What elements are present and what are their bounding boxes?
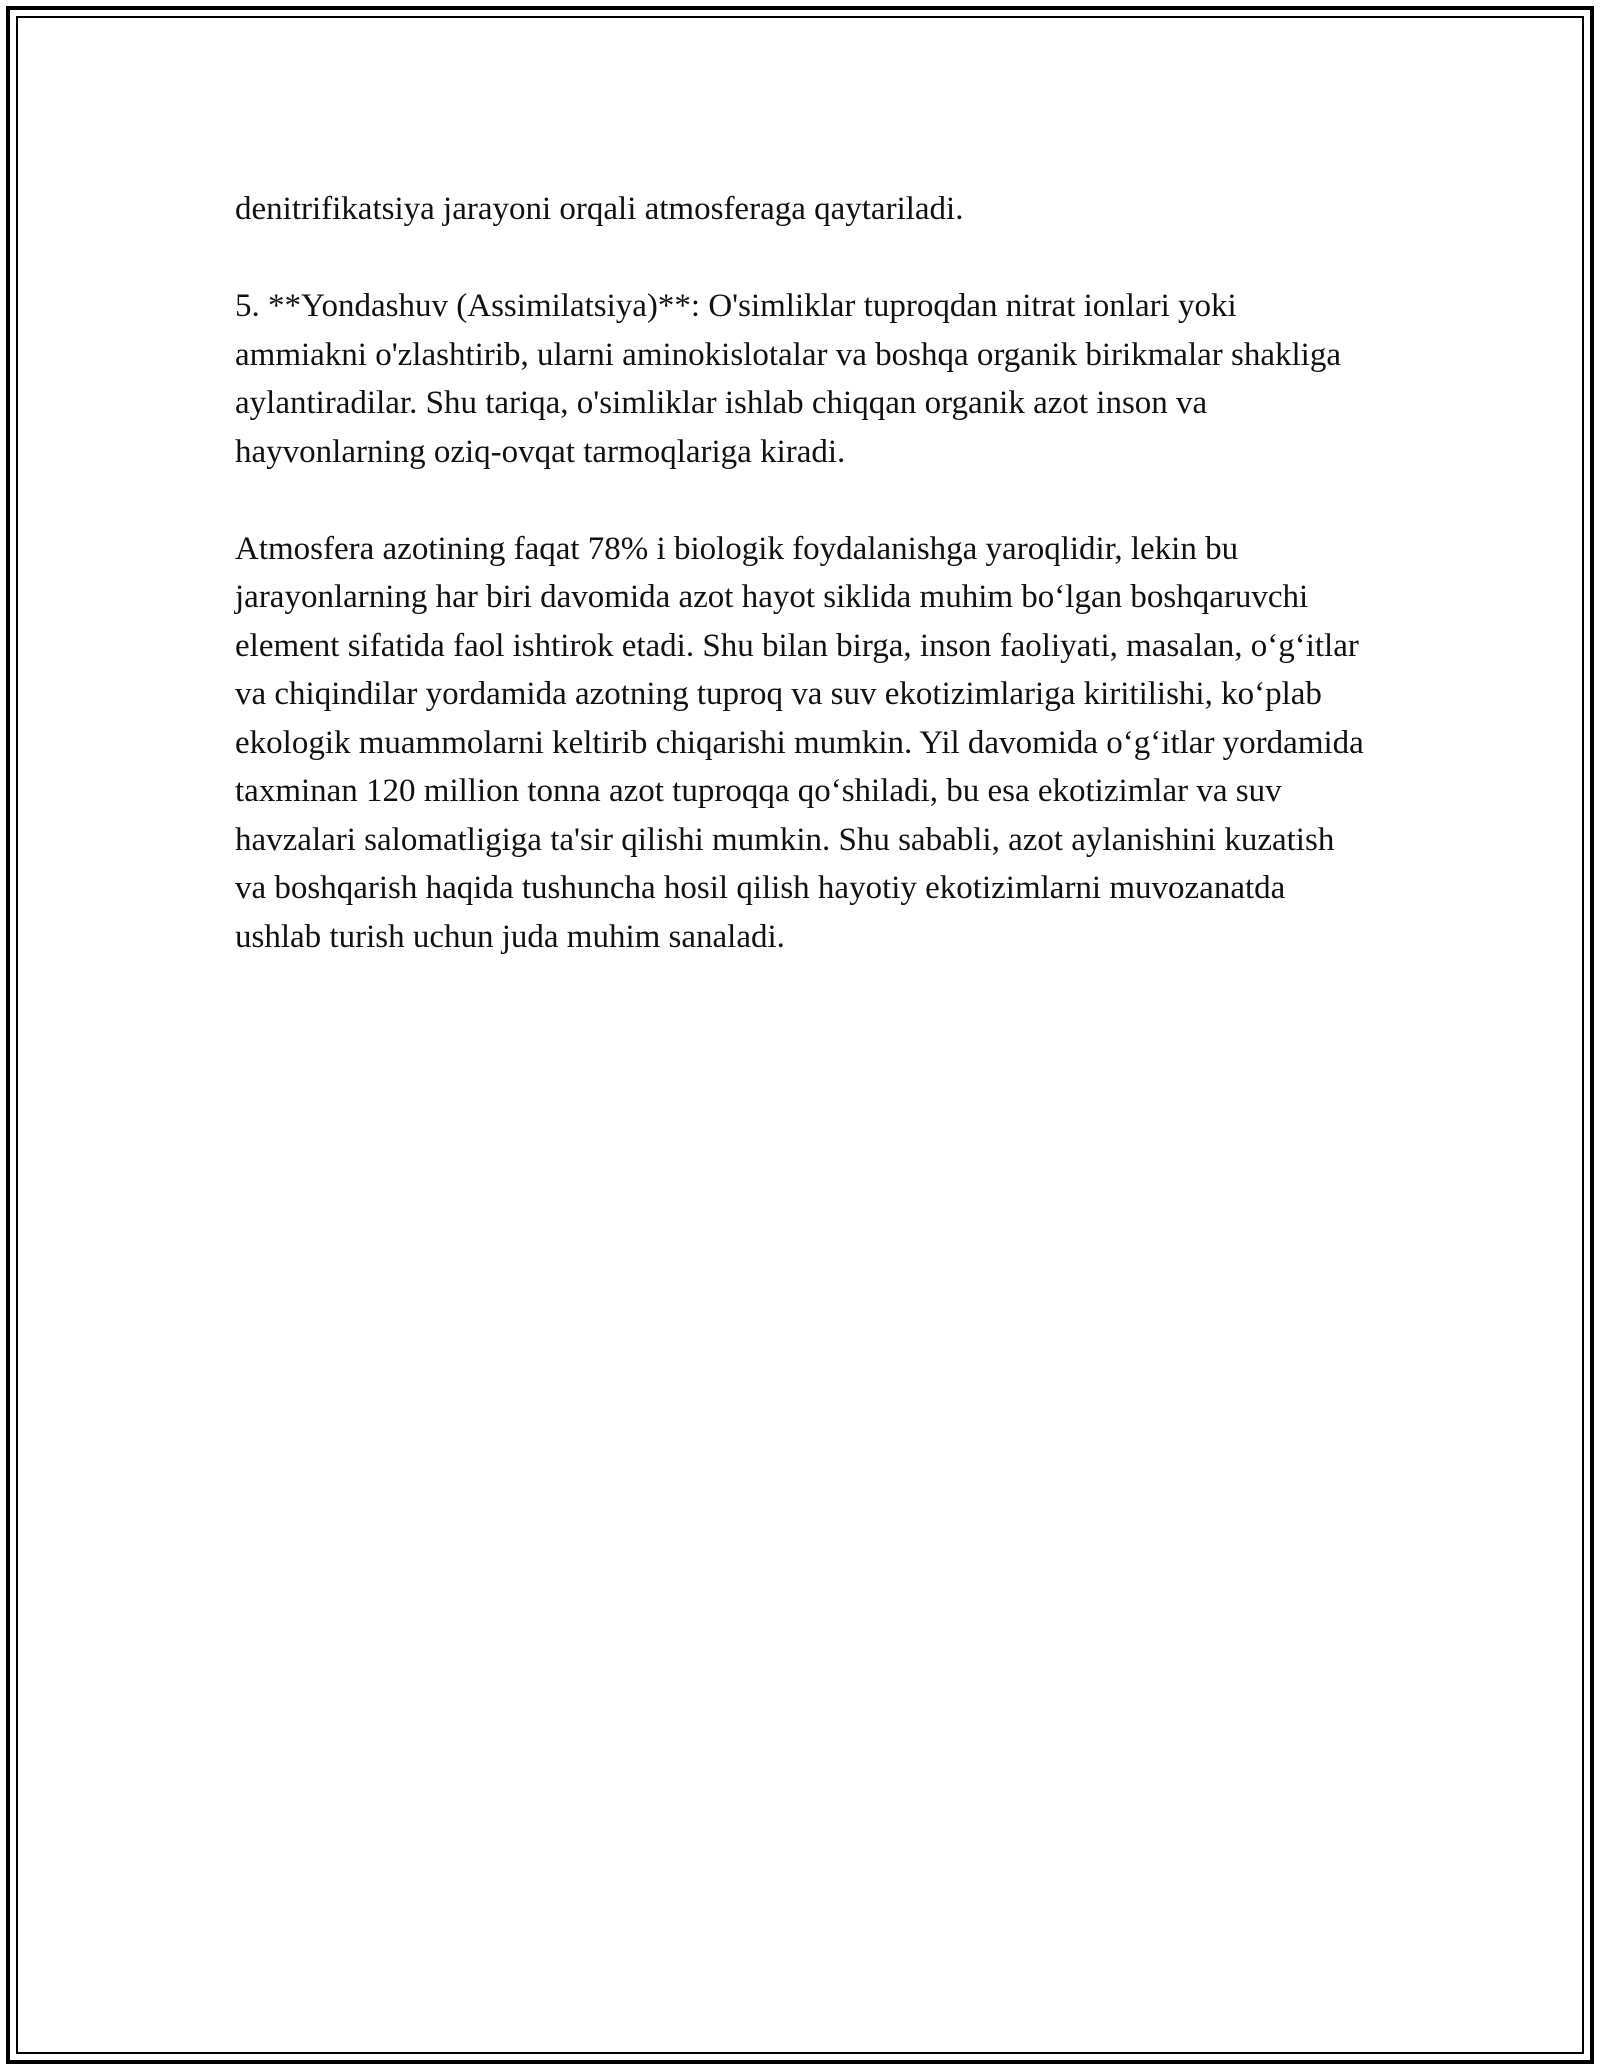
paragraph-atmospheric-nitrogen: Atmosfera azotining faqat 78% i biologik foydalanishga yaroqlidir, lekin bu jarayonlarning har biri davomida azot hayot siklida muhim bo‘lgan boshqaruvchi element sifatida faol ishtirok etadi. Shu bilan birga, inson faoliyati, masalan, o‘g‘itlar va chiqindilar yordamida azotning tuproq va suv ekotizimlariga kiritilishi, ko‘plab ekologik muammolarni keltirib chiqarishi mumkin. Yil davomida o‘g‘itlar yordamida taxminan 120 million tonna azot tuproqqa qo‘shiladi, bu esa ekotizimlar va suv havzalari salomatligiga ta'sir qilishi mumkin. Shu sababli, azot aylanishini kuzatish va boshqarish haqida tushuncha hosil qilish hayotiy ekotizimlarni muvozanatda ushlab turish uchun juda muhim sanaladi. xyxy=(235,530,1364,955)
paragraph-denitrification-continuation: denitrifikatsiya jarayoni orqali atmosferaga qaytariladi. xyxy=(235,191,964,227)
document-body xyxy=(235,185,1365,1010)
paragraph-assimilation: 5. **Yondashuv (Assimilatsiya)**: O'simliklar tuproqdan nitrat ionlari yoki ammiakni o'zlashtirib, ularni aminokislotalar va boshqa organik birikmalar shakliga aylantiradilar. Shu tariqa, o'simliklar ishlab chiqqan organik azot inson va hayvonlarning oziq-ovqat tarmoqlariga kiradi. xyxy=(235,288,1341,470)
